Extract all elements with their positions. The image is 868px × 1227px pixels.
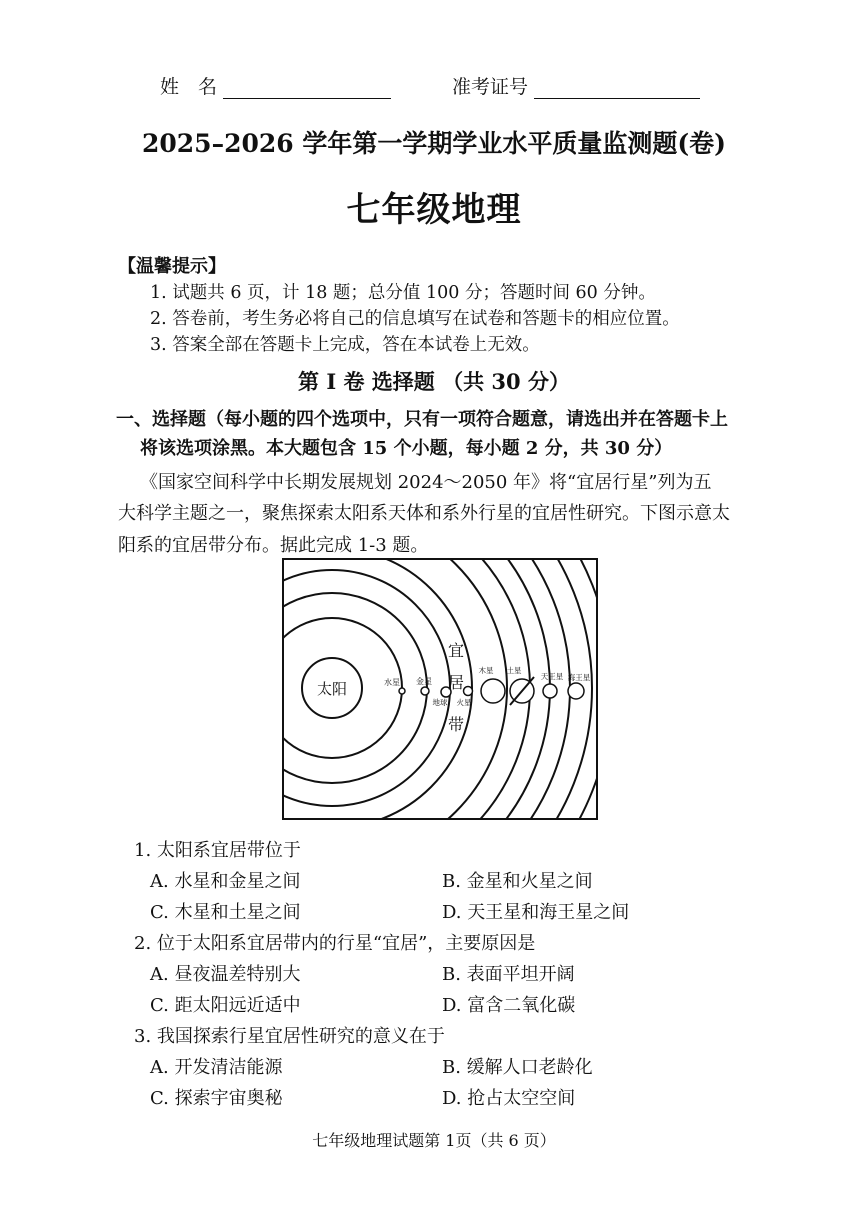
planet-label: 海王星 [567,673,591,682]
question-stem: 1. 太阳系宜居带位于 [134,840,301,861]
option-b[interactable]: B. 缓解人口老龄化 [442,1057,593,1078]
option-c[interactable]: C. 距太阳远近适中 [150,995,301,1016]
option-b[interactable]: B. 金星和火星之间 [442,871,593,892]
exam-id-blank[interactable] [534,80,700,99]
tip-item: 3. 答案全部在答题卡上完成，答在本试卷上无效。 [150,335,540,355]
name-label: 姓 名 [160,76,218,98]
planet-label: 金星 [416,677,432,686]
passage-line: 阳系的宜居带分布。据此完成 1-3 题。 [118,535,429,556]
option-a[interactable]: A. 水星和金星之间 [150,871,301,892]
planet-label: 天王星 [540,672,564,681]
habitable-zone-label: 带 [447,715,465,734]
question-stem: 2. 位于太阳系宜居带内的行星“宜居”，主要原因是 [134,933,536,954]
name-field [160,72,391,99]
mars-dot [464,687,473,696]
name-blank[interactable] [223,80,391,99]
planet-label: 火星 [456,698,472,707]
exam-title: 2025–2026 学年第一学期学业水平质量监测题(卷) [141,129,727,158]
option-d[interactable]: D. 天王星和海王星之间 [442,902,630,923]
planet-label: 土星 [506,666,522,675]
option-c[interactable]: C. 木星和土星之间 [150,902,301,923]
option-c[interactable]: C. 探索宇宙奥秘 [150,1088,283,1109]
section-title: 第 I 卷 选择题 （共 30 分） [298,369,570,394]
habitable-zone-diagram [282,558,598,820]
planet-label: 水星 [384,678,400,687]
part-instructions-line1: 一、选择题（每小题的四个选项中，只有一项符合题意，请选出并在答题卡上 [116,409,728,430]
habitable-zone-label: 宜 [447,641,465,660]
planet-label: 地球 [432,698,448,707]
tips-heading: 【温馨提示】 [118,256,226,277]
option-a[interactable]: A. 开发清洁能源 [150,1057,283,1078]
uranus-dot [543,684,557,698]
tip-item: 1. 试题共 6 页，计 18 题；总分值 100 分；答题时间 60 分钟。 [150,283,656,303]
question-stem: 3. 我国探索行星宜居性研究的意义在于 [134,1026,445,1047]
option-b[interactable]: B. 表面平坦开阔 [442,964,575,985]
sun-label: 太阳 [316,680,348,698]
exam-id-field [452,72,700,99]
exam-id-label: 准考证号 [452,76,529,98]
option-d[interactable]: D. 抢占太空空间 [442,1088,576,1109]
venus-dot [421,687,429,695]
tip-item: 2. 答卷前，考生务必将自己的信息填写在试卷和答题卡的相应位置。 [150,309,680,329]
option-a[interactable]: A. 昼夜温差特别大 [150,964,301,985]
option-d[interactable]: D. 富含二氧化碳 [442,995,576,1016]
passage-line: 大科学主题之一，聚焦探索太阳系天体和系外行星的宜居性研究。下图示意太 [118,503,730,524]
neptune-dot [568,683,584,699]
planet-label: 木星 [478,666,494,675]
passage-line: 《国家空间科学中长期发展规划 2024～2050 年》将“宜居行星”列为五 [140,472,712,493]
page-footer: 七年级地理试题第 1页（共 6 页） [312,1131,556,1150]
jupiter-dot [481,679,505,703]
habitable-zone-label: 居 [447,673,465,692]
mercury-dot [399,688,405,694]
part-instructions-line2: 将该选项涂黑。本大题包含 15 个小题，每小题 2 分，共 30 分） [140,438,673,459]
subject-title: 七年级地理 [346,190,522,230]
